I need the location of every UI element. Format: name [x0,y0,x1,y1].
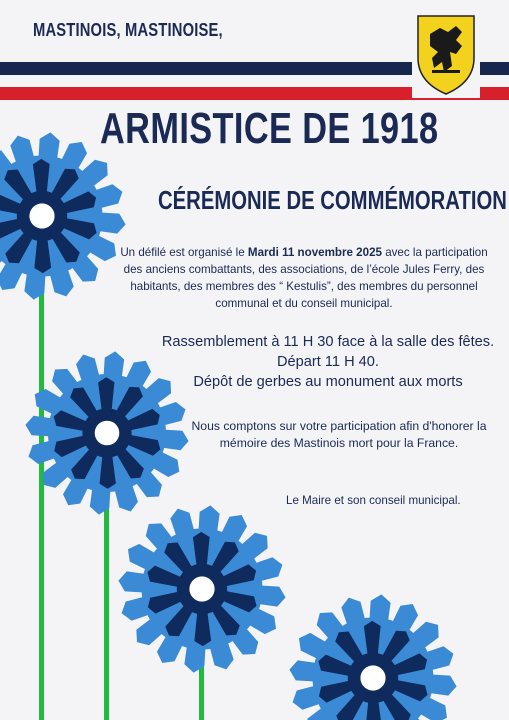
flower-4 [289,594,456,720]
rendezvous-line-2: Départ 11 H 40. [277,354,379,370]
flower-1 [0,132,126,299]
coat-of-arms-icon [412,10,480,98]
flower-center [360,665,385,690]
event-date: Mardi 11 novembre 2025 [247,246,382,259]
intro-text-end: avec la participation des anciens combattants, des associations, de l’école Jules Ferry, des habitants, des membres des “ Kestulis”, des membres du personnel communal et du conseil municipal. [123,246,488,310]
rendezvous-line-1: Rassemblement à 11 H 30 face à la salle des fêtes. [161,334,495,350]
flower-center [189,576,214,601]
flower-center [29,203,54,228]
participation-note: Nous comptons sur votre participation afin d'honorer la mémoire des Mastinois mort pour la France. [191,419,487,450]
flower-center [95,421,120,446]
rendezvous-line-3: Dépôt de gerbes au monument aux morts [193,374,463,390]
rendezvous-block [140,332,509,392]
flower-3 [118,505,285,672]
signature: Le Maire et son conseil municipal. [286,494,461,507]
intro-paragraph [115,244,493,312]
page-title: ARMISTICE DE 1918 [100,104,439,153]
greeting: MASTINOIS, MASTINOISE, [33,20,223,40]
subtitle: CÉRÉMONIE DE COMMÉMORATION [158,185,507,215]
intro-text-start: Un défilé est organisé le [120,246,248,259]
